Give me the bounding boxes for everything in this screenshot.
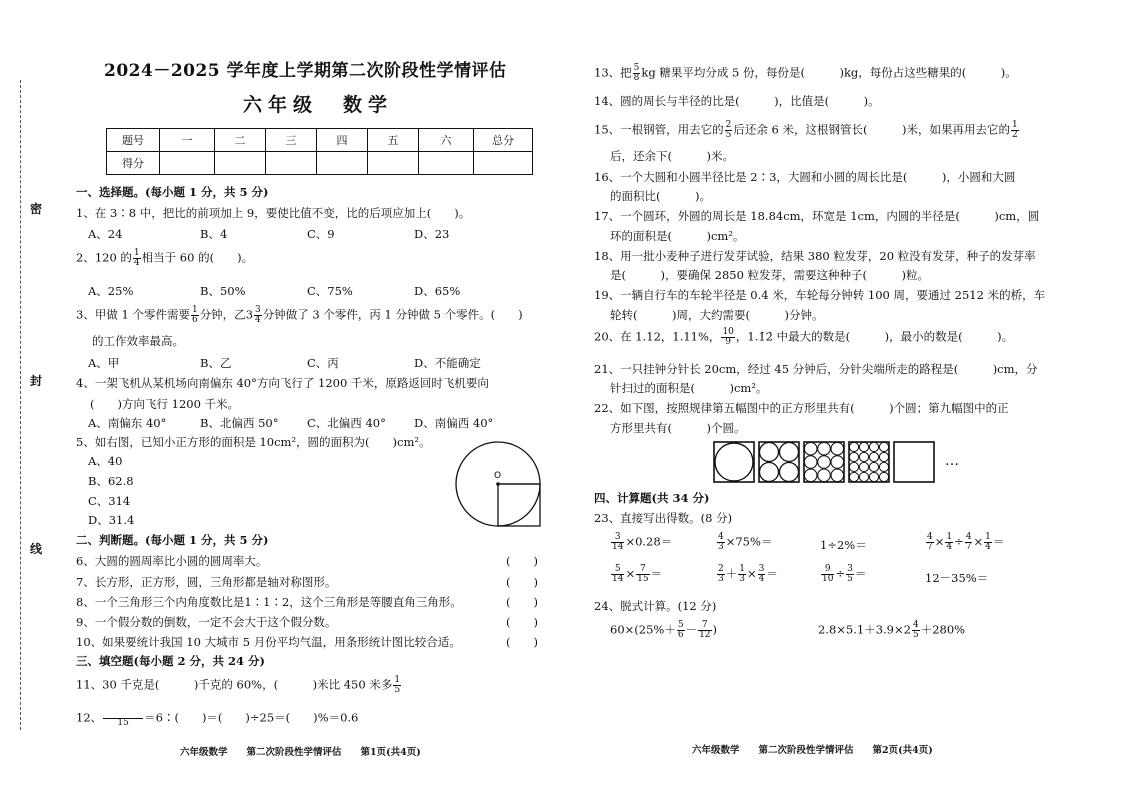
calc-23-7: $\frac{9}{10}$ ÷ $\frac{3}{5}$ ＝ [822,564,867,584]
section-3-title: 三、填空题(每小题 2 分，共 24 分) [76,654,265,668]
option-2c: C、75% [307,284,353,298]
margin-label-mi: 密 [30,202,43,216]
score-header-cell: 一 [160,129,215,152]
calc-23-6: $\frac{2}{3}$ ＋ $\frac{1}{3}$ × $\frac{3}{4}$ ＝ [718,564,778,584]
judge-bracket-7[interactable]: ( ) [506,575,538,589]
pattern-square-1 [714,442,754,482]
judge-item-9: 9、一个假分数的倒数，一定不会大于这个假分数。 [76,615,337,629]
pattern-square-2 [759,442,799,482]
footer-right: 六年级数学 第二次阶段性学情评估 第2页(共4页) [692,745,933,756]
question-15: 15、一根钢管，用去它的 $\frac{2}{5}$ 后还余 6 米，这根钢管长( )米，如果再用去它的 $\frac{1}{2}$ [594,120,1018,140]
score-row-label: 得分 [107,152,160,175]
question-18-line2: 是( )，要确保 2850 粒发芽，需要这种种子( )粒。 [610,268,930,282]
judge-item-8: 8、一个三角形三个内角度数比是1∶1∶2，这个三角形是等腰直角三角形。 [76,595,462,609]
section-2-title: 二、判断题。(每小题 1 分，共 5 分) [76,533,269,547]
score-table [106,128,533,175]
footer-left: 六年级数学 第二次阶段性学情评估 第1页(共4页) [180,747,421,758]
question-18: 18、用一批小麦种子进行发芽试验，结果 380 粒发芽，20 粒没有发芽，种子的发芽率 [594,249,1036,263]
question-1: 1、在 3∶8 中，把比的前项加上 9，要使比值不变，比的后项应加上( )。 [76,206,471,220]
question-3: 3、甲做 1 个零件需要 $\frac{1}{6}$ 分钟，乙3 $\frac{3}{4}$ 分钟做了 3 个零件，丙 1 分钟做 5 个零件。( ) [76,305,523,325]
score-cell[interactable] [419,152,474,175]
option-3a: A、甲 [88,356,120,370]
score-cell[interactable] [215,152,266,175]
score-header-cell: 总分 [474,129,533,152]
option-3d: D、不能确定 [414,356,481,370]
question-20: 20、在 1.12，1.11%， $\frac{10}{9}$ ，1.1̇2̇ 中最大的数是( )，最小的数是( )。 [594,327,1014,347]
score-header-cell: 题号 [107,129,160,152]
question-16-line2: 的面积比( )。 [610,189,711,203]
question-12: 12、 15 ＝6∶( )＝( )÷25＝( )%＝0.6 [76,710,359,728]
margin-label-xian: 线 [30,542,43,556]
calc-24-2: 2.8×5.1＋3.9×2 $\frac{4}{5}$ ＋280% [818,620,966,640]
judge-item-6: 6、大圆的圆周率比小圆的圆周率大。 [76,554,268,568]
calc-23-3: 1÷2%＝ [820,538,867,552]
calc-23-4: $\frac{4}{7}$ × $\frac{1}{4}$ ÷ $\frac{4}{7}$ × $\frac{1}{4}$ ＝ [927,532,1005,552]
option-5c: C、314 [88,494,131,508]
option-1c: C、9 [307,227,335,241]
question-13: 13、把 $\frac{5}{8}$ kg 糖果平均分成 5 份，每份是( )kg，每份占这些糖果的( )。 [594,63,1017,83]
calc-23-2: $\frac{4}{3}$ ×75%＝ [718,532,773,552]
pattern-square-5 [894,442,934,482]
judge-bracket-6[interactable]: ( ) [506,554,538,568]
question-22: 22、如下图，按照规律第五幅图中的正方形里共有( )个圆；第九幅图中的正 [594,401,1009,415]
option-2a: A、25% [88,284,134,298]
question-22-line2: 方形里共有( )个圆。 [610,421,746,435]
score-cell[interactable] [160,152,215,175]
circle-pattern-figure [713,441,963,485]
question-19: 19、一辆自行车的车轮半径是 0.4 米，车轮每分钟转 100 周，要通过 2512 米的桥，车 [594,288,1046,302]
score-cell[interactable] [317,152,368,175]
binding-line [20,80,21,730]
question-11: 11、30 千克是( )千克的 60%，( )米比 450 米多 $\frac{1}{5}$ [76,675,401,695]
judge-item-7: 7、长方形，正方形，圆，三角形都是轴对称图形。 [76,575,337,589]
question-17-line2: 环的面积是( )cm²。 [610,229,745,243]
question-5: 5、如右图，已知小正方形的面积是 10cm²，圆的面积为( )cm²。 [76,435,431,449]
question-17: 17、一个圆环，外圆的周长是 18.84cm，环宽是 1cm，内圆的半径是( )cm，圆 [594,209,1040,223]
score-header-cell: 四 [317,129,368,152]
section-4-title: 四、计算题(共 34 分) [594,491,710,505]
pattern-square-3 [804,442,844,482]
option-3b: B、乙 [200,356,232,370]
question-21: 21、一只挂钟分针长 20cm，经过 45 分钟后，分针尖端所走的路程是( )cm，分 [594,362,1038,376]
option-5d: D、31.4 [88,513,135,527]
calc-23-1: $\frac{3}{14}$ ×0.28＝ [612,532,673,552]
pattern-square-4 [849,442,889,482]
judge-bracket-10[interactable]: ( ) [506,635,538,649]
option-5a: A、40 [88,454,123,468]
judge-bracket-9[interactable]: ( ) [506,615,538,629]
question-23-title: 23、直接写出得数。(8 分) [594,511,733,525]
judge-item-10: 10、如果要统计我国 10 大城市 5 月份平均气温，用条形统计图比较合适。 [76,635,461,649]
question-15-line2: 后，还余下( )米。 [610,149,734,163]
section-1-title: 一、选择题。(每小题 1 分，共 5 分) [76,185,269,199]
option-3c: C、丙 [307,356,339,370]
question-16: 16、一个大圆和小圆半径比是 2∶3，大圆和小圆的周长比是( )，小圆和大圆 [594,170,1016,184]
question-24-title: 24、脱式计算。(12 分) [594,599,717,613]
question-4: 4、一架飞机从某机场向南偏东 40°方向飞行了 1200 千米，原路返回时飞机要向 [76,376,489,390]
question-21-line2: 针扫过的面积是( )cm²。 [610,381,768,395]
score-cell[interactable] [266,152,317,175]
judge-bracket-8[interactable]: ( ) [506,595,538,609]
option-4a: A、南偏东 40° [88,416,167,430]
margin-label-feng: 封 [30,374,43,388]
score-cell[interactable] [368,152,419,175]
score-header-cell: 六 [419,129,474,152]
score-header-cell: 三 [266,129,317,152]
score-header-cell: 五 [368,129,419,152]
option-1a: A、24 [88,227,123,241]
exam-title: 2024－2025 学年度上学期第二次阶段性学情评估 [104,61,507,81]
option-2d: D、65% [414,284,461,298]
circle-square-figure [448,440,548,540]
option-1d: D、23 [414,227,450,241]
question-2: 2、120 的 $\frac{1}{4}$ 相当于 60 的( )。 [76,248,254,268]
calc-23-5: $\frac{5}{14}$ × $\frac{7}{15}$ ＝ [612,564,663,584]
option-4b: B、北偏西 50° [200,416,279,430]
question-14: 14、圆的周长与半径的比是( )，比值是( )。 [594,94,880,108]
score-header-cell: 二 [215,129,266,152]
exam-subtitle: 六年级 数学 [243,94,394,116]
option-5b: B、62.8 [88,474,134,488]
calc-24-1: 60×(25%＋ $\frac{5}{6}$ － $\frac{7}{12}$ ) [610,620,718,640]
option-2b: B、50% [200,284,246,298]
option-4d: D、南偏西 40° [414,416,494,430]
calc-23-8: 12－35%＝ [925,571,989,585]
question-3-line2: 的工作效率最高。 [92,334,184,348]
question-4-line2: ( )方向飞行 1200 千米。 [90,397,240,411]
pattern-ellipsis: … [945,453,959,469]
option-4c: C、北偏西 40° [307,416,386,430]
score-cell[interactable] [474,152,533,175]
figure-label-o: O [494,471,502,481]
question-19-line2: 轮转( )周，大约需要( )分钟。 [610,308,824,322]
option-1b: B、4 [200,227,228,241]
